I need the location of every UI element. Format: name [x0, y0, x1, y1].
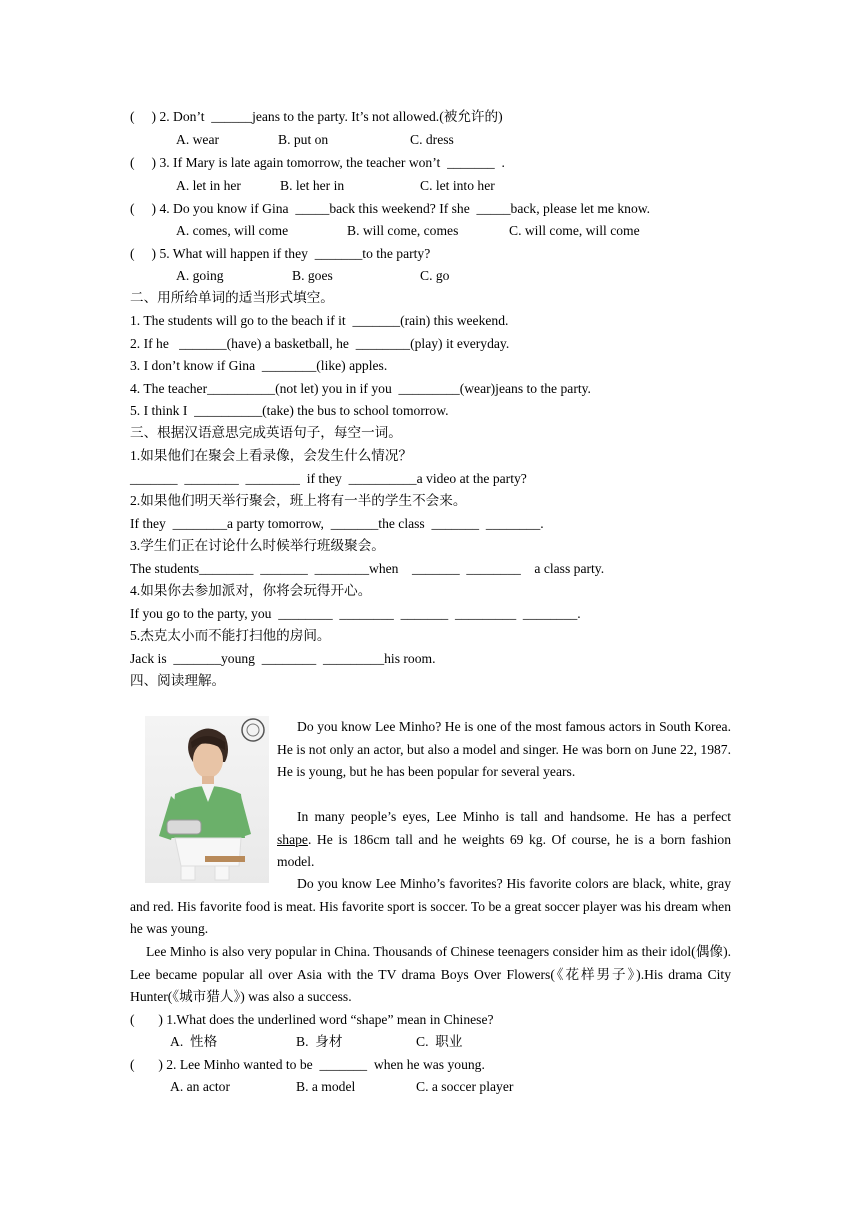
option-c: C. will come, will come [509, 223, 640, 238]
question-3: ( ) 3. If Mary is late again tomorrow, the teacher won’t _______ . [130, 155, 505, 170]
underlined-word-shape: shape [277, 831, 308, 847]
actor-photo [145, 716, 269, 883]
translate-cn-1: 1.如果他们在聚会上看录像，会发生什么情况？ [130, 448, 413, 463]
reading-question-2: ( ) 2. Lee Minho wanted to be _______ when he was young. [130, 1057, 485, 1072]
question-4: ( ) 4. Do you know if Gina _____back this weekend? If she _____back, please let me know. [130, 201, 651, 216]
fill-item-5: 5. I think I __________(take) the bus to school tomorrow. [130, 403, 449, 418]
person-illustration [145, 716, 269, 883]
option-b: B. goes [292, 268, 333, 283]
option-c: C. 职业 [416, 1034, 463, 1049]
option-a: A. wear [176, 132, 220, 147]
passage-paragraph-1: Do you know Lee Minho? He is one of the most famous actors in South Korea. He is not only an actor, but also a model and singer. He was born on June 22, 1987. He is young, but he has been popular for several years. [277, 719, 731, 779]
section-2-heading: 二、用所给单词的适当形式填空。 [130, 290, 334, 305]
translate-en-1: _______ ________ ________ if they __________a video at the party? [130, 471, 527, 486]
fill-item-3: 3. I don’t know if Gina ________(like) apples. [130, 358, 388, 373]
section-3-heading: 三、根据汉语意思完成英语句子，每空一词。 [130, 425, 402, 440]
question-2: ( ) 2. Don’t ______jeans to the party. It’s not allowed.(被允许的) [130, 109, 503, 124]
option-b: B. 身材 [296, 1034, 343, 1049]
passage-paragraph-4: Lee Minho is also very popular in China. Thousands of Chinese teenagers consider him as their idol(偶像). Lee became popular all over Asia with the TV drama Boys Over Flowers(《花样男子》).His drama City Hunter(《城市猎人》) was also a success. [130, 944, 731, 1004]
reading-question-1: ( ) 1.What does the underlined word “shape” mean in Chinese? [130, 1012, 494, 1027]
option-b: B. put on [278, 132, 329, 147]
option-b: B. let her in [280, 178, 345, 193]
option-c: C. a soccer player [416, 1079, 514, 1094]
translate-cn-5: 5.杰克太小而不能打扫他的房间。 [130, 628, 331, 643]
option-c: C. go [420, 268, 450, 283]
option-a: A. going [176, 268, 224, 283]
fill-item-2: 2. If he _______(have) a basketball, he ________(play) it everyday. [130, 336, 510, 351]
question-5: ( ) 5. What will happen if they _______to the party? [130, 246, 431, 261]
passage-text: In many people’s eyes, Lee Minho is tall and handsome. He has a perfect [297, 809, 731, 824]
option-a: A. an actor [170, 1079, 231, 1094]
translate-en-3: The students________ _______ ________when _______ ________ a class party. [130, 561, 605, 576]
passage-text: . He is 186cm tall and he weights 69 kg. Of course, he is a born fashion model. [277, 831, 731, 869]
option-b: B. will come, comes [347, 223, 459, 238]
translate-cn-3: 3.学生们正在讨论什么时候举行班级聚会。 [130, 538, 385, 553]
section-4-heading: 四、阅读理解。 [130, 673, 226, 688]
option-b: B. a model [296, 1079, 356, 1094]
translate-en-5: Jack is _______young ________ _________his room. [130, 651, 436, 666]
fill-item-4: 4. The teacher__________(not let) you in if you _________(wear)jeans to the party. [130, 381, 591, 396]
translate-cn-4: 4.如果你去参加派对，你将会玩得开心。 [130, 583, 372, 598]
option-a: A. comes, will come [176, 223, 289, 238]
fill-item-1: 1. The students will go to the beach if it _______(rain) this weekend. [130, 313, 509, 328]
passage-paragraph-3: Do you know Lee Minho’s favorites? His favorite colors are black, white, gray and red. His favorite food is meat. His favorite sport is soccer. To be a great soccer player was his dream when he was young. [130, 876, 731, 936]
translate-en-2: If they ________a party tomorrow, _______the class _______ ________. [130, 516, 544, 531]
passage-paragraph-2 [277, 806, 731, 874]
option-c: C. dress [410, 132, 454, 147]
option-a: A. 性格 [170, 1034, 218, 1049]
option-c: C. let into her [420, 178, 495, 193]
translate-en-4: If you go to the party, you ________ ________ _______ _________ ________. [130, 606, 581, 621]
option-a: A. let in her [176, 178, 241, 193]
translate-cn-2: 2.如果他们明天举行聚会，班上将有一半的学生不会来。 [130, 493, 467, 508]
